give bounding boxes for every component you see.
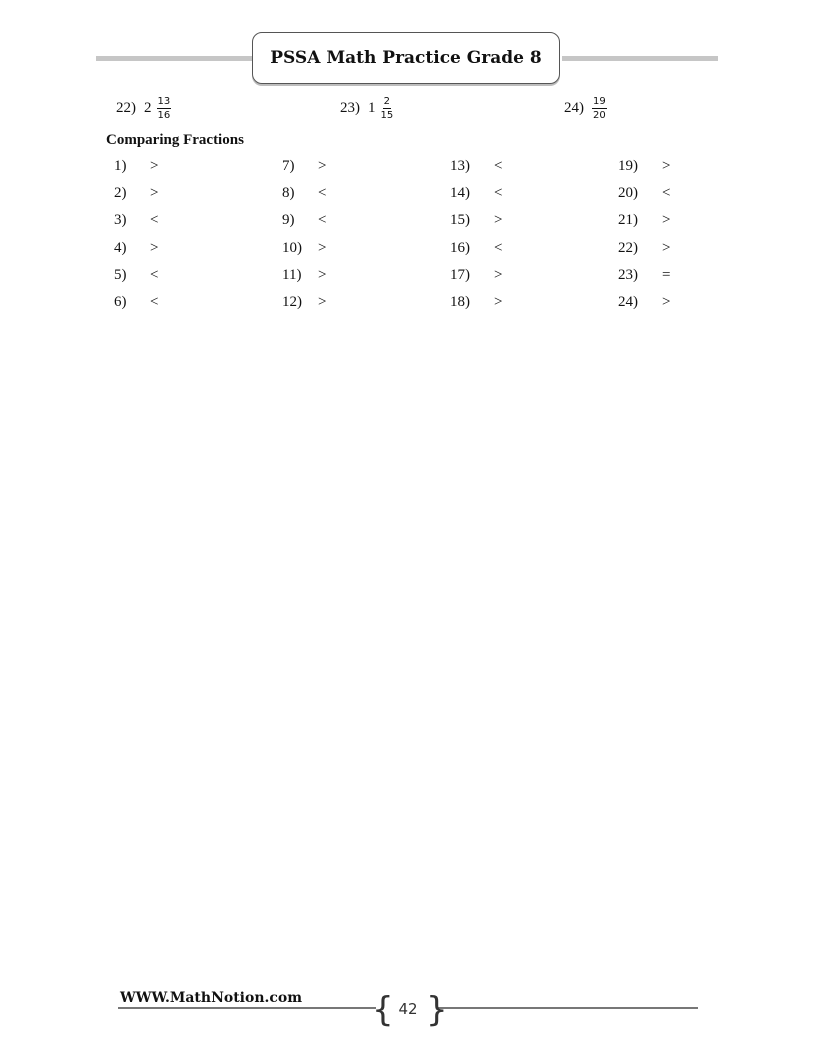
answer-sign: > [662,239,671,256]
header-rule-right [562,56,718,61]
answer-item [114,158,158,175]
answer-sign: > [318,266,327,283]
answer-number: 24) [618,294,638,310]
answer-item [114,240,158,257]
prev-answer-number: 23) [340,100,360,116]
answer-item [450,294,502,311]
answer-sign: > [662,158,671,174]
section-title: Comparing Fractions [106,132,244,148]
prev-answer-24 [564,96,607,121]
answer-sign: < [318,212,327,229]
answer-item [282,294,326,311]
answer-sign: < [662,185,671,202]
answer-item [282,212,326,229]
fraction-numerator: 2 [383,96,391,107]
answer-item [282,158,326,175]
footer-rule-right [438,1007,698,1009]
prev-answer-fraction [157,96,172,121]
answer-sign: < [494,158,503,174]
prev-answer-22 [116,96,171,121]
answer-item [114,294,158,311]
prev-answer-fraction [592,96,607,121]
answer-number: 2) [114,185,127,202]
answer-sign: > [494,212,503,229]
answer-number: 19) [618,158,638,174]
fraction-denominator: 16 [157,110,171,121]
answer-number: 3) [114,212,127,229]
answer-sign: > [150,158,159,174]
answer-number: 13) [450,158,470,174]
right-brace-icon: } [426,990,448,1030]
answer-sign: > [318,158,327,174]
answer-number: 5) [114,266,127,283]
answer-sign: < [318,185,327,202]
answer-number: 20) [618,185,638,202]
answer-sign: < [494,239,503,256]
answer-item [618,267,670,284]
answer-sign: > [150,185,159,202]
answer-sign: < [150,266,159,283]
answer-number: 16) [450,239,470,256]
answer-sign: > [494,266,503,283]
answer-number: 6) [114,294,127,310]
answer-sign: > [662,294,671,310]
answer-item [450,158,502,175]
answer-item [282,240,326,257]
fraction-numerator: 13 [157,96,171,107]
fraction-numerator: 19 [593,96,606,107]
answer-item [114,185,158,202]
answer-item [618,240,670,257]
answer-item [450,267,502,284]
answer-number: 11) [282,266,302,283]
answer-sign: < [494,185,503,202]
prev-answer-number: 22) [116,100,136,116]
prev-answer-fraction [381,96,394,121]
left-brace-icon: { [372,990,394,1030]
answer-sign: < [150,212,159,229]
answer-number: 9) [282,212,295,229]
answer-number: 18) [450,294,470,310]
answer-sign: = [662,266,671,283]
answer-item [618,294,670,311]
answer-number: 7) [282,158,295,174]
prev-answer-23 [340,96,393,121]
fraction-denominator: 20 [593,110,606,121]
footer-rule-left [118,1007,376,1009]
prev-answer-whole: 1 [368,100,376,116]
prev-answer-number: 24) [564,100,584,116]
answer-sign: < [150,294,159,310]
answer-item [282,267,326,284]
answer-number: 22) [618,239,638,256]
answer-item [618,158,670,175]
answer-sign: > [318,294,327,310]
answer-item [450,240,502,257]
answer-number: 17) [450,266,470,283]
answer-number: 1) [114,158,127,174]
page-title: PSSA Math Practice Grade 8 [252,32,560,84]
page-number: 42 [398,1000,418,1018]
answer-sign: > [318,239,327,256]
header-rule-left [96,56,252,61]
answer-item [450,212,502,229]
answer-item [450,185,502,202]
answer-sign: > [662,212,671,229]
answer-number: 15) [450,212,470,229]
fraction-denominator: 15 [380,110,394,121]
answer-sign: > [150,239,159,256]
answer-item [114,267,158,284]
answer-number: 21) [618,212,638,229]
answer-number: 12) [282,294,302,310]
answer-sign: > [494,294,503,310]
answer-item [618,185,670,202]
answer-item [282,185,326,202]
prev-answer-whole: 2 [144,100,152,116]
answer-number: 4) [114,239,127,256]
answer-item [114,212,158,229]
answer-number: 23) [618,266,638,283]
answer-number: 10) [282,239,302,256]
footer-website: WWW.MathNotion.com [120,990,303,1006]
answer-number: 8) [282,185,295,202]
answer-number: 14) [450,185,470,202]
answer-item [618,212,670,229]
